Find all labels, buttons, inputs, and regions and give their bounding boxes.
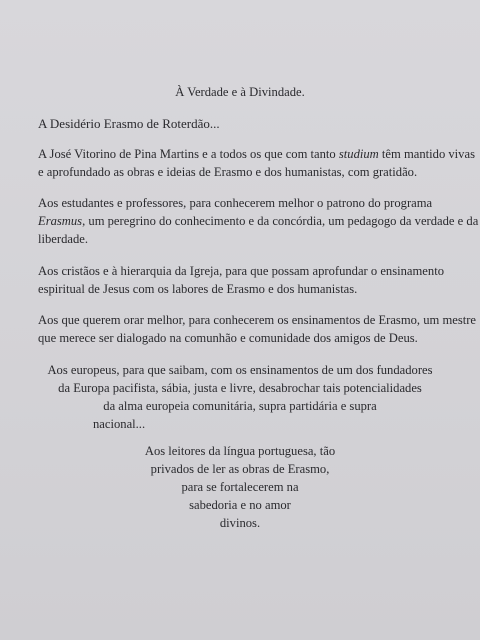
studium-italic: studium — [338, 147, 379, 161]
paragraph-5-line-4: nacional... — [93, 417, 146, 431]
paragraph-6-line-2: privados de ler as obras de Erasmo, — [150, 462, 330, 476]
paragraph-2-line-2-text: , um peregrino do conhecimento e da concórdia, um pedagogo da verdade e da — [82, 214, 479, 228]
erasmus-italic: Erasmus — [38, 214, 83, 228]
paragraph-6-line-3: para se fortalecerem na — [181, 480, 299, 494]
paragraph-2-line-2 — [38, 212, 478, 230]
paragraph-5-line-2: da Europa pacifista, sábia, justa e livre, desabrochar tais potencialidades — [58, 381, 422, 395]
paragraph-6-line-4: sabedoria e no amor — [189, 498, 291, 512]
paragraph-6-line-1: Aos leitores da língua portuguesa, tão — [144, 444, 336, 458]
paragraph-3-line-1: Aos cristãos e à hierarquia da Igreja, para que possam aprofundar o ensinamento — [38, 264, 444, 278]
dedication-title: À Verdade e à Divindade. — [175, 85, 305, 99]
paragraph-6-line-5: divinos. — [219, 516, 261, 530]
paragraph-2-line-1: Aos estudantes e professores, para conhecerem melhor o patrono do programa — [38, 196, 433, 210]
paragraph-4-line-2: que merece ser dialogado na comunhão e comunidade dos amigos de Deus. — [38, 331, 418, 345]
paragraph-1-line-1 — [38, 145, 475, 163]
paragraph-4-line-1: Aos que querem orar melhor, para conhecerem os ensinamentos de Erasmo, um mestre — [38, 313, 477, 327]
paragraph-3-line-2: espiritual de Jesus com os labores de Erasmo e dos humanistas. — [38, 282, 358, 296]
paragraph-1-line-2: e aprofundado as obras e ideias de Erasmo e dos humanistas, com gratidão. — [38, 165, 418, 179]
paragraph-5-line-1: Aos europeus, para que saibam, com os ensinamentos de um dos fundadores — [47, 363, 433, 377]
dedication-opening: A Desidério Erasmo de Roterdão... — [38, 116, 220, 131]
paragraph-2-line-3: liberdade. — [38, 232, 88, 246]
paragraph-1-line-1-text: A José Vitorino de Pina Martins e a todos os que com tanto — [38, 147, 339, 161]
paragraph-5-line-3: da alma europeia comunitária, supra partidária e supra — [103, 399, 377, 413]
paragraph-1-line-1-end: têm mantido vivas — [378, 147, 475, 161]
